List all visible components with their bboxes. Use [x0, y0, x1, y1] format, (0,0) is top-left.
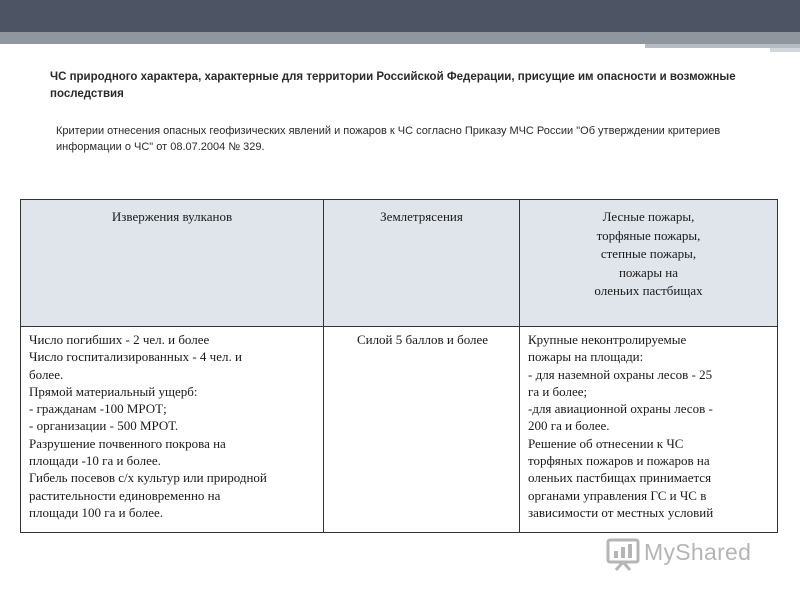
- logo-text: MyShared: [644, 539, 752, 565]
- header-line: Землетрясения: [380, 209, 463, 224]
- presentation-board-icon: [606, 537, 640, 571]
- cell-line: Решение об отнесении к ЧС: [528, 435, 684, 451]
- header-earthquakes: [324, 200, 520, 327]
- cell-line: - организации - 500 МРОТ.: [29, 418, 179, 434]
- header-volcanic-eruptions: [21, 200, 324, 327]
- header-line: торфяные пожары,: [596, 227, 701, 243]
- cell-line: Число погибших - 2 чел. и более: [29, 332, 210, 347]
- myshared-logo[interactable]: [606, 537, 776, 573]
- cell-line: пожары на площади:: [528, 349, 644, 365]
- criteria-table: [20, 199, 778, 533]
- cell-volcanic-criteria: [21, 327, 324, 533]
- top-bar: [0, 0, 800, 32]
- header-line: степные пожары,: [600, 246, 697, 261]
- header-fires: [520, 200, 778, 327]
- slide-subtitle: Критерии отнесения опасных геофизических явлений и пожаров к ЧС согласно Приказу МЧС России "Об утверждении критериев информации о ЧС" от 08.07.2004 № 329.: [56, 125, 721, 153]
- cell-line: площади -10 га и более.: [29, 453, 161, 469]
- cell-line: зависимости от местных условий: [528, 504, 714, 520]
- decorative-stripe-small: [770, 48, 800, 52]
- cell-line: га и более;: [528, 383, 588, 399]
- cell-line: Разрушение почвенного покрова на: [29, 435, 226, 451]
- cell-fire-criteria: [520, 327, 778, 533]
- header-line: Лесные пожары,: [602, 209, 695, 224]
- cell-line: - гражданам -100 МРОТ;: [29, 401, 167, 417]
- cell-line: Крупные неконтролируемые: [528, 332, 687, 347]
- cell-line: торфяных пожаров и пожаров на: [528, 453, 710, 469]
- cell-line: более.: [29, 366, 64, 382]
- cell-line: Прямой материальный ущерб:: [29, 383, 198, 399]
- table-row: [21, 327, 778, 533]
- cell-line: Силой 5 баллов и более: [356, 332, 489, 347]
- header-line: пожары на: [618, 264, 679, 280]
- cell-line: 200 га и более.: [528, 418, 610, 434]
- cell-earthquake-criteria: [324, 327, 520, 533]
- cell-line: - для наземной охраны лесов - 25: [528, 366, 713, 382]
- cell-line: Гибель посевов с/х культур или природной: [29, 470, 267, 486]
- header-line: оленьих пастбищах: [594, 283, 703, 298]
- cell-line: Число госпитализированных - 4 чел. и: [29, 349, 242, 365]
- decorative-stripe: [0, 32, 800, 44]
- slide-title: ЧС природного характера, характерные для территории Российской Федерации, присущие им опасности и возможные последствия: [50, 71, 736, 100]
- cell-line: органами управления ГС и ЧС в: [528, 487, 707, 503]
- table-header-row: [21, 200, 778, 327]
- header-line: Извержения вулканов: [111, 209, 233, 224]
- cell-line: оленьих пастбищах принимается: [528, 470, 712, 486]
- cell-line: площади 100 га и более.: [29, 504, 164, 520]
- cell-line: растительности единовременно на: [29, 487, 221, 503]
- cell-line: -для авиационной охраны лесов -: [528, 401, 713, 417]
